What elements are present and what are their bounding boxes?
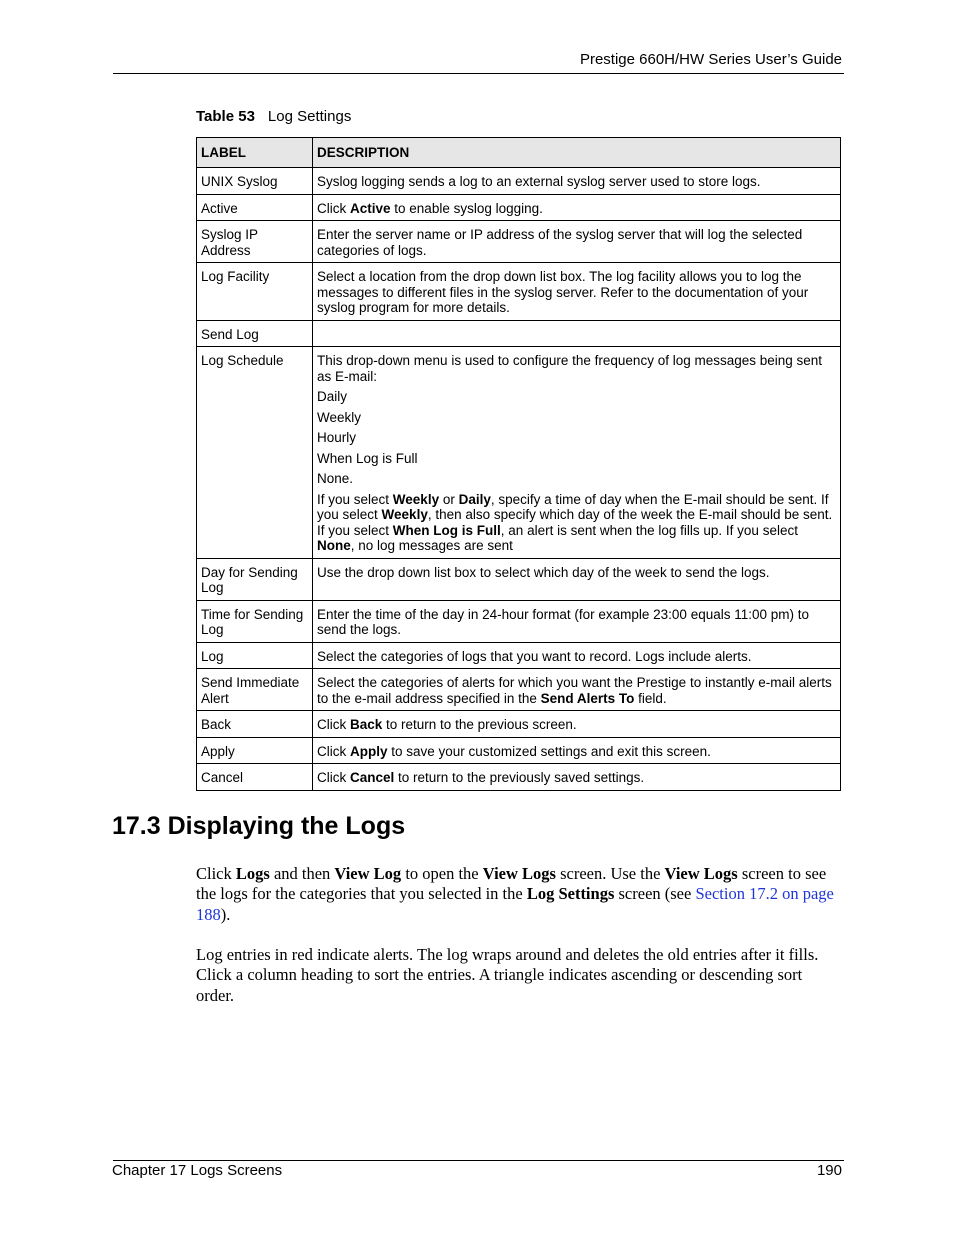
text-run: screen. Use the: [555, 864, 665, 883]
text-run: to open the: [401, 864, 483, 883]
table-row: [197, 263, 841, 321]
text-run: to return to the previously saved settings.: [394, 770, 645, 785]
bold-term: Back: [350, 717, 383, 732]
column-header-description: DESCRIPTION: [313, 138, 841, 168]
page-number: 190: [816, 1162, 842, 1179]
table-header-row: [197, 138, 841, 168]
bold-term: View Logs: [664, 864, 738, 883]
bold-term: Daily: [458, 491, 491, 507]
row-label: Log: [197, 642, 313, 669]
row-label: Send Immediate Alert: [197, 669, 313, 711]
row-label: Cancel: [197, 764, 313, 791]
schedule-detail: [317, 492, 836, 554]
row-description: [313, 737, 841, 764]
schedule-option: When Log is Full: [317, 450, 418, 466]
text-run: ).: [220, 904, 231, 924]
row-description: Use the drop down list box to select which day of the week to send the logs.: [313, 558, 841, 600]
table-row: [197, 669, 841, 711]
table-caption: [196, 108, 351, 126]
text-run: Select the categories of alerts for which you want the Prestige to instantly e-mail alerts to the e-mail address specified in the: [317, 675, 832, 706]
row-label: Day for Sending Log: [197, 558, 313, 600]
bold-term: Send Alerts To: [540, 690, 635, 706]
text-run: to save your customized settings and exit this screen.: [387, 743, 711, 759]
bold-term: Logs: [235, 864, 270, 883]
table-row: [197, 600, 841, 642]
section-link[interactable]: Section 17.2 on page 188: [196, 884, 834, 924]
text-run: Click: [317, 200, 350, 216]
row-label: Log Facility: [197, 263, 313, 321]
column-header-label: LABEL: [197, 138, 313, 168]
text-run: or: [439, 491, 459, 507]
row-label: Apply: [197, 737, 313, 764]
body-paragraph: [196, 864, 842, 925]
table-row: [197, 168, 841, 195]
text-run: to enable syslog logging.: [390, 200, 543, 216]
table-row: [197, 737, 841, 764]
text-run: and then: [269, 864, 335, 883]
row-description: [313, 347, 841, 559]
text-run: Click: [317, 770, 350, 785]
text-run: to return to the previous screen.: [382, 717, 577, 732]
row-description: Enter the time of the day in 24-hour format (for example 23:00 equals 11:00 pm) to send the logs.: [313, 600, 841, 642]
bold-term: View Log: [334, 864, 402, 883]
table-row: [197, 711, 841, 738]
row-label: Send Log: [197, 320, 313, 347]
schedule-option: Daily: [317, 389, 348, 404]
text-run: screen to see the logs for the categories that you selected in the: [196, 864, 827, 904]
schedule-option: Weekly: [317, 409, 362, 425]
row-label: Back: [197, 711, 313, 738]
row-description: Enter the server name or IP address of the syslog server that will log the selected categories of logs.: [313, 221, 841, 263]
table-row: [197, 764, 841, 791]
header-rule: [113, 73, 844, 74]
row-description: Select a location from the drop down list box. The log facility allows you to log the messages to different files in the syslog server. Refer to the documentation of your syslog program for more details.: [313, 263, 841, 321]
row-description: [313, 764, 841, 791]
row-description: [313, 669, 841, 711]
row-description: Syslog logging sends a log to an external syslog server used to store logs.: [313, 168, 841, 195]
table-row: [197, 221, 841, 263]
log-settings-table: [196, 137, 841, 791]
bold-term: Active: [350, 200, 391, 216]
table-caption-title: Log Settings: [267, 108, 352, 125]
row-label: UNIX Syslog: [197, 168, 313, 195]
body-paragraph: Log entries in red indicate alerts. The log wraps around and deletes the old entries after it fills. Click a column heading to sort the entries. A triangle indicates ascending or descending sort order.: [196, 945, 819, 1005]
text-run: If you select: [317, 491, 393, 507]
bold-term: Log Settings: [526, 884, 615, 904]
text-run: Click: [317, 717, 350, 732]
bold-term: Weekly: [381, 507, 428, 522]
text-run: , specify a time of day when the E-mail should be sent. If you select: [317, 491, 829, 522]
text-run: Click: [317, 743, 350, 759]
row-description: [313, 194, 841, 221]
table-row: [197, 642, 841, 669]
table-row: [197, 558, 841, 600]
bold-term: When Log is Full: [392, 522, 501, 538]
bold-term: View Logs: [482, 864, 556, 883]
row-label: Active: [197, 194, 313, 221]
row-label: Log Schedule: [197, 347, 313, 559]
text-run: screen (see: [614, 884, 696, 904]
schedule-intro: This drop-down menu is used to configure the frequency of log messages being sent as E-mail:: [317, 353, 823, 384]
bold-term: None: [317, 538, 351, 553]
text-run: field.: [634, 690, 667, 706]
table-row: [197, 320, 841, 347]
schedule-option: None.: [317, 471, 354, 486]
row-description: [313, 711, 841, 738]
running-header-title: Prestige 660H/HW Series User’s Guide: [579, 51, 842, 68]
footer-rule: [113, 1160, 844, 1161]
bold-term: Apply: [350, 743, 388, 759]
table-caption-label: Table 53: [196, 108, 255, 125]
row-description: Select the categories of logs that you want to record. Logs include alerts.: [313, 642, 841, 669]
text-run: Click: [196, 864, 236, 883]
schedule-option: Hourly: [317, 430, 357, 445]
footer-chapter: Chapter 17 Logs Screens: [112, 1162, 283, 1179]
bold-term: Cancel: [350, 770, 395, 785]
table-row: [197, 347, 841, 559]
row-description: [313, 320, 841, 347]
bold-term: Weekly: [392, 491, 440, 507]
text-run: , no log messages are sent: [350, 538, 513, 553]
row-label: Time for Sending Log: [197, 600, 313, 642]
table-row: [197, 194, 841, 221]
text-run: , an alert is sent when the log fills up. If you select: [500, 522, 798, 538]
section-heading: 17.3 Displaying the Logs: [112, 812, 406, 840]
text-run: , then also specify which day of the week the E-mail should be sent. If you select: [317, 507, 833, 538]
row-label: Syslog IP Address: [197, 221, 313, 263]
